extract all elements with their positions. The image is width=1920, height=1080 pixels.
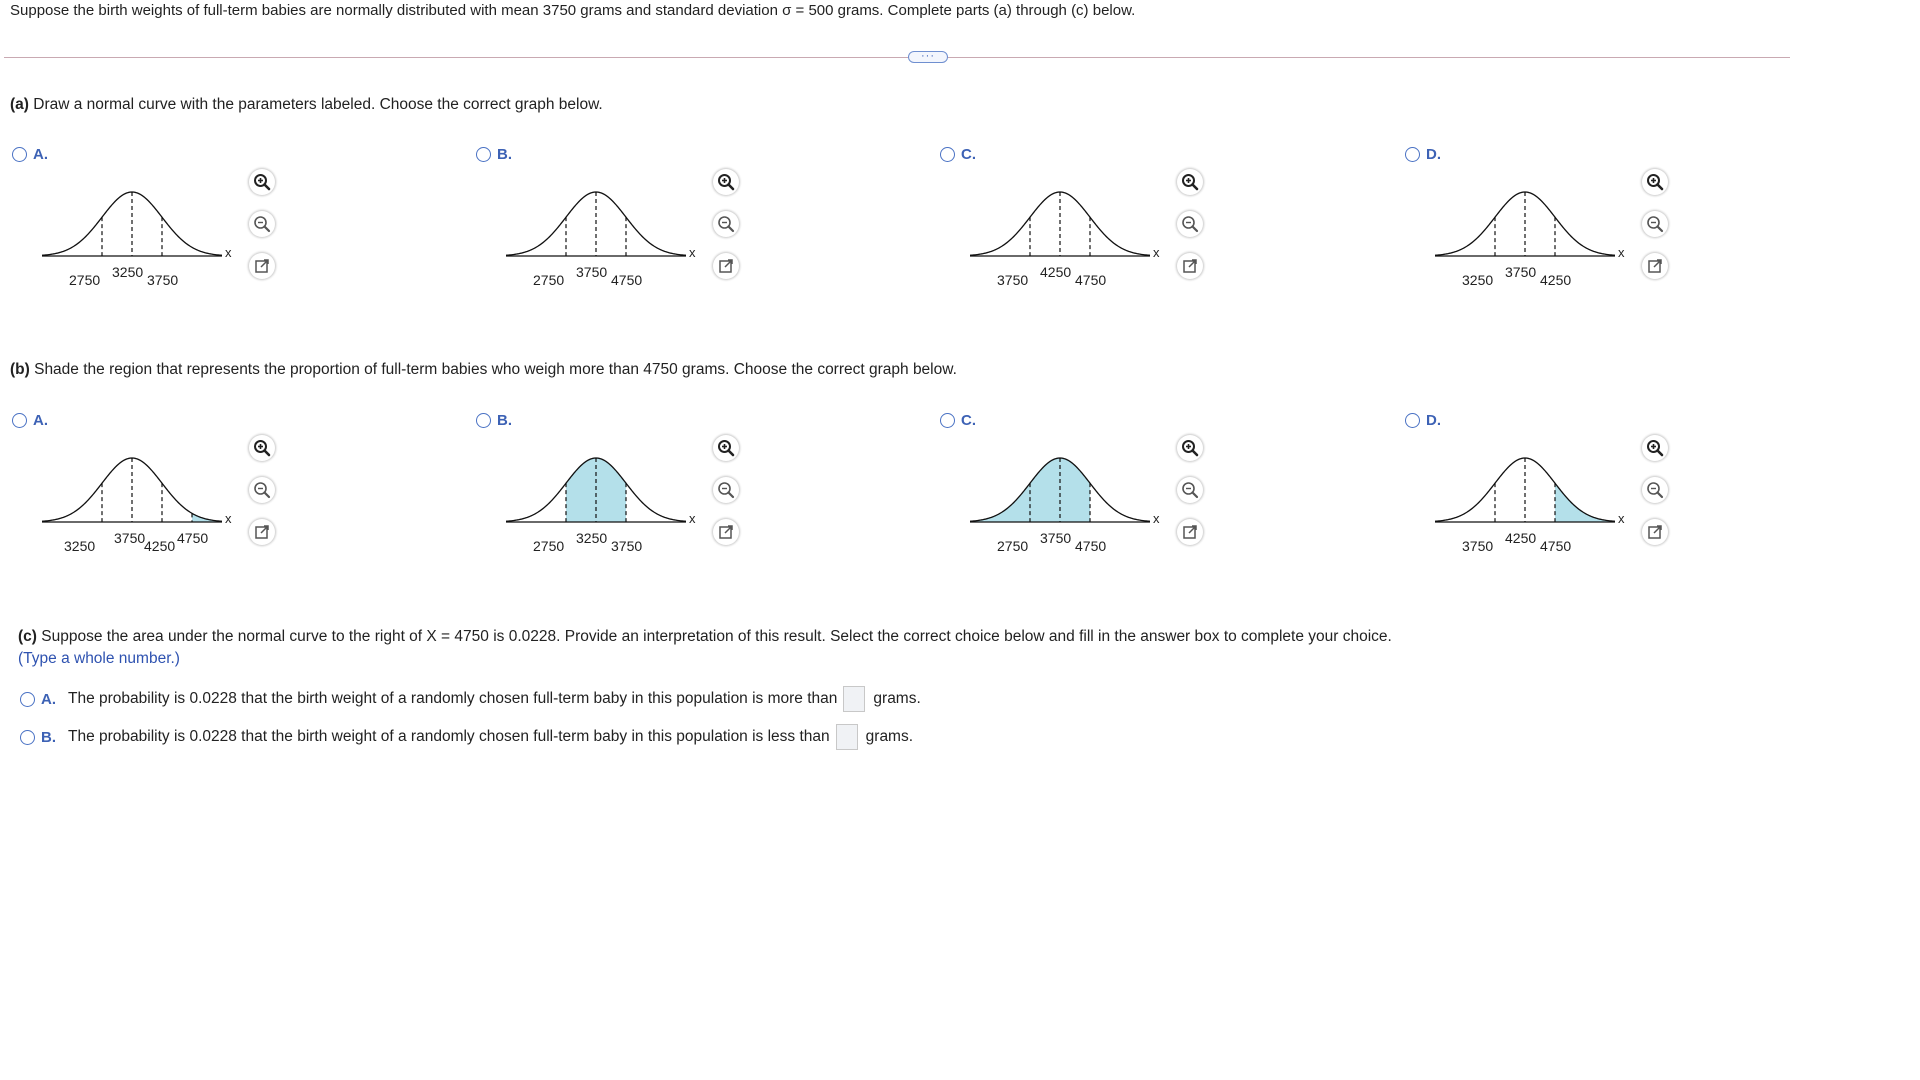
radio-button[interactable] [1405, 147, 1420, 162]
normal-curve-graph [506, 184, 696, 288]
tick-label: 3750 [1040, 530, 1072, 546]
x-axis-label: x [1153, 245, 1160, 260]
zoom-out-button[interactable] [1177, 477, 1203, 503]
popout-button[interactable] [713, 253, 739, 279]
option-letter: A. [33, 412, 48, 429]
option-radio-row[interactable] [1405, 146, 1441, 163]
popout-button[interactable] [249, 253, 275, 279]
option-b-b[interactable] [476, 412, 936, 602]
x-axis-label: x [225, 511, 232, 526]
option-letter: B. [497, 146, 512, 163]
x-axis-label: x [1618, 511, 1625, 526]
normal-curve-graph [42, 184, 232, 288]
tick-label: 4250 [1540, 272, 1572, 288]
part-b-label [10, 361, 957, 379]
option-letter: C. [961, 146, 976, 163]
tick-label: 3750 [997, 272, 1029, 288]
tick-label: 4750 [177, 530, 209, 546]
option-suffix: grams. [873, 690, 921, 707]
popout-button[interactable] [249, 519, 275, 545]
popout-button[interactable] [1177, 253, 1203, 279]
normal-curve-svg [970, 184, 1150, 264]
normal-curve-svg [506, 450, 686, 530]
normal-curve-svg [42, 450, 222, 530]
zoom-out-button[interactable] [713, 477, 739, 503]
option-radio-row[interactable] [476, 412, 512, 429]
option-radio-row[interactable] [1405, 412, 1441, 429]
normal-curve-graph [970, 184, 1160, 288]
part-c-option-b[interactable] [20, 724, 913, 750]
zoom-out-button[interactable] [1177, 211, 1203, 237]
tick-label: 4250 [1040, 264, 1072, 280]
option-letter: D. [1426, 146, 1441, 163]
tick-label: 3750 [1462, 538, 1494, 554]
radio-button[interactable] [940, 413, 955, 428]
tick-label: 4250 [1505, 530, 1537, 546]
tick-label: 3250 [576, 530, 608, 546]
zoom-in-button[interactable] [249, 169, 275, 195]
answer-input-less-than[interactable] [836, 724, 858, 750]
expand-more-button[interactable]: ··· [908, 51, 948, 63]
option-b-c[interactable] [940, 412, 1400, 602]
zoom-in-button[interactable] [1177, 169, 1203, 195]
part-a-tag: (a) [10, 96, 29, 113]
part-a-label [10, 96, 603, 114]
part-a-text: Draw a normal curve with the parameters labeled. Choose the correct graph below. [28, 96, 603, 113]
popout-button[interactable] [1177, 519, 1203, 545]
option-a-b[interactable] [476, 146, 936, 336]
popout-button[interactable] [713, 519, 739, 545]
tick-label: 3750 [114, 530, 146, 546]
option-suffix: grams. [865, 728, 914, 745]
tick-label: 4750 [1540, 538, 1572, 554]
radio-button[interactable] [940, 147, 955, 162]
answer-format-hint: (Type a whole number.) [18, 650, 180, 667]
tick-label: 3750 [576, 264, 608, 280]
zoom-in-button[interactable] [249, 435, 275, 461]
question-intro: Suppose the birth weights of full-term babies are normally distributed with mean 3750 grams and standard deviation σ = 500 grams. Complete parts (a) through (c) below. [10, 2, 1136, 19]
tick-label: 3250 [64, 538, 96, 554]
option-text: The probability is 0.0228 that the birth weight of a randomly chosen full-term baby in this population is less than [68, 728, 830, 745]
tick-label: 2750 [533, 272, 565, 288]
option-b-d[interactable] [1405, 412, 1865, 602]
tick-label: 4750 [1075, 538, 1107, 554]
x-axis-label: x [689, 511, 696, 526]
zoom-out-button[interactable] [249, 211, 275, 237]
part-b-tag: (b) [10, 361, 30, 378]
part-c-text: Suppose the area under the normal curve to the right of X = 4750 is 0.0228. Provide an interpretation of this result. Select the correct choice below and fill in the answer box to complete your choice. [36, 628, 1392, 645]
normal-curve-graph [1435, 184, 1625, 288]
part-c-option-a[interactable] [20, 686, 921, 712]
option-letter: B. [41, 728, 56, 746]
radio-button[interactable] [12, 413, 27, 428]
option-letter: B. [497, 412, 512, 429]
tick-label: 4750 [1075, 272, 1107, 288]
radio-button[interactable] [12, 147, 27, 162]
radio-button[interactable] [476, 413, 491, 428]
normal-curve-svg [506, 184, 686, 264]
zoom-out-button[interactable] [1642, 477, 1668, 503]
answer-input-more-than[interactable] [843, 686, 865, 712]
tick-label: 3750 [611, 538, 643, 554]
normal-curve-svg [42, 184, 222, 264]
option-radio-row[interactable] [940, 146, 976, 163]
zoom-out-button[interactable] [249, 477, 275, 503]
option-radio-row[interactable] [940, 412, 976, 429]
option-a-a[interactable] [12, 146, 472, 336]
option-radio-row[interactable] [12, 146, 48, 163]
normal-curve-svg [970, 450, 1150, 530]
radio-button[interactable] [476, 147, 491, 162]
radio-button[interactable] [20, 730, 35, 745]
option-a-d[interactable] [1405, 146, 1865, 336]
option-radio-row[interactable] [12, 412, 48, 429]
normal-curve-graph [506, 450, 696, 554]
zoom-in-button[interactable] [1642, 169, 1668, 195]
normal-curve-svg [1435, 450, 1615, 530]
zoom-in-button[interactable] [713, 169, 739, 195]
tick-label: 4250 [144, 538, 176, 554]
option-radio-row[interactable] [476, 146, 512, 163]
option-letter: A. [41, 690, 56, 708]
option-letter: C. [961, 412, 976, 429]
radio-button[interactable] [20, 692, 35, 707]
option-letter: A. [33, 146, 48, 163]
tick-label: 3250 [1462, 272, 1494, 288]
normal-curve-graph [1435, 450, 1625, 554]
zoom-in-button[interactable] [713, 435, 739, 461]
tick-label: 3750 [147, 272, 179, 288]
tick-label: 3750 [1505, 264, 1537, 280]
tick-label: 4750 [611, 272, 643, 288]
option-letter: D. [1426, 412, 1441, 429]
tick-label: 2750 [997, 538, 1029, 554]
zoom-in-button[interactable] [1642, 435, 1668, 461]
x-axis-label: x [1153, 511, 1160, 526]
x-axis-label: x [1618, 245, 1625, 260]
normal-curve-graph [42, 450, 232, 554]
popout-button[interactable] [1642, 519, 1668, 545]
normal-curve-graph [970, 450, 1160, 554]
option-a-c[interactable] [940, 146, 1400, 336]
zoom-out-button[interactable] [1642, 211, 1668, 237]
zoom-out-button[interactable] [713, 211, 739, 237]
x-axis-label: x [225, 245, 232, 260]
tick-label: 2750 [69, 272, 101, 288]
popout-button[interactable] [1642, 253, 1668, 279]
tick-label: 2750 [533, 538, 565, 554]
normal-curve-svg [1435, 184, 1615, 264]
tick-label: 3250 [112, 264, 144, 280]
part-c-tag: (c) [18, 628, 37, 645]
option-text: The probability is 0.0228 that the birth weight of a randomly chosen full-term baby in this population is more than [68, 690, 838, 707]
shaded-region [1555, 483, 1615, 522]
x-axis-label: x [689, 245, 696, 260]
radio-button[interactable] [1405, 413, 1420, 428]
part-b-text: Shade the region that represents the proportion of full-term babies who weigh more than 4750 grams. Choose the correct graph below. [29, 361, 957, 378]
option-b-a[interactable] [12, 412, 472, 602]
zoom-in-button[interactable] [1177, 435, 1203, 461]
divider [4, 57, 1790, 58]
part-c-label [18, 628, 1392, 646]
